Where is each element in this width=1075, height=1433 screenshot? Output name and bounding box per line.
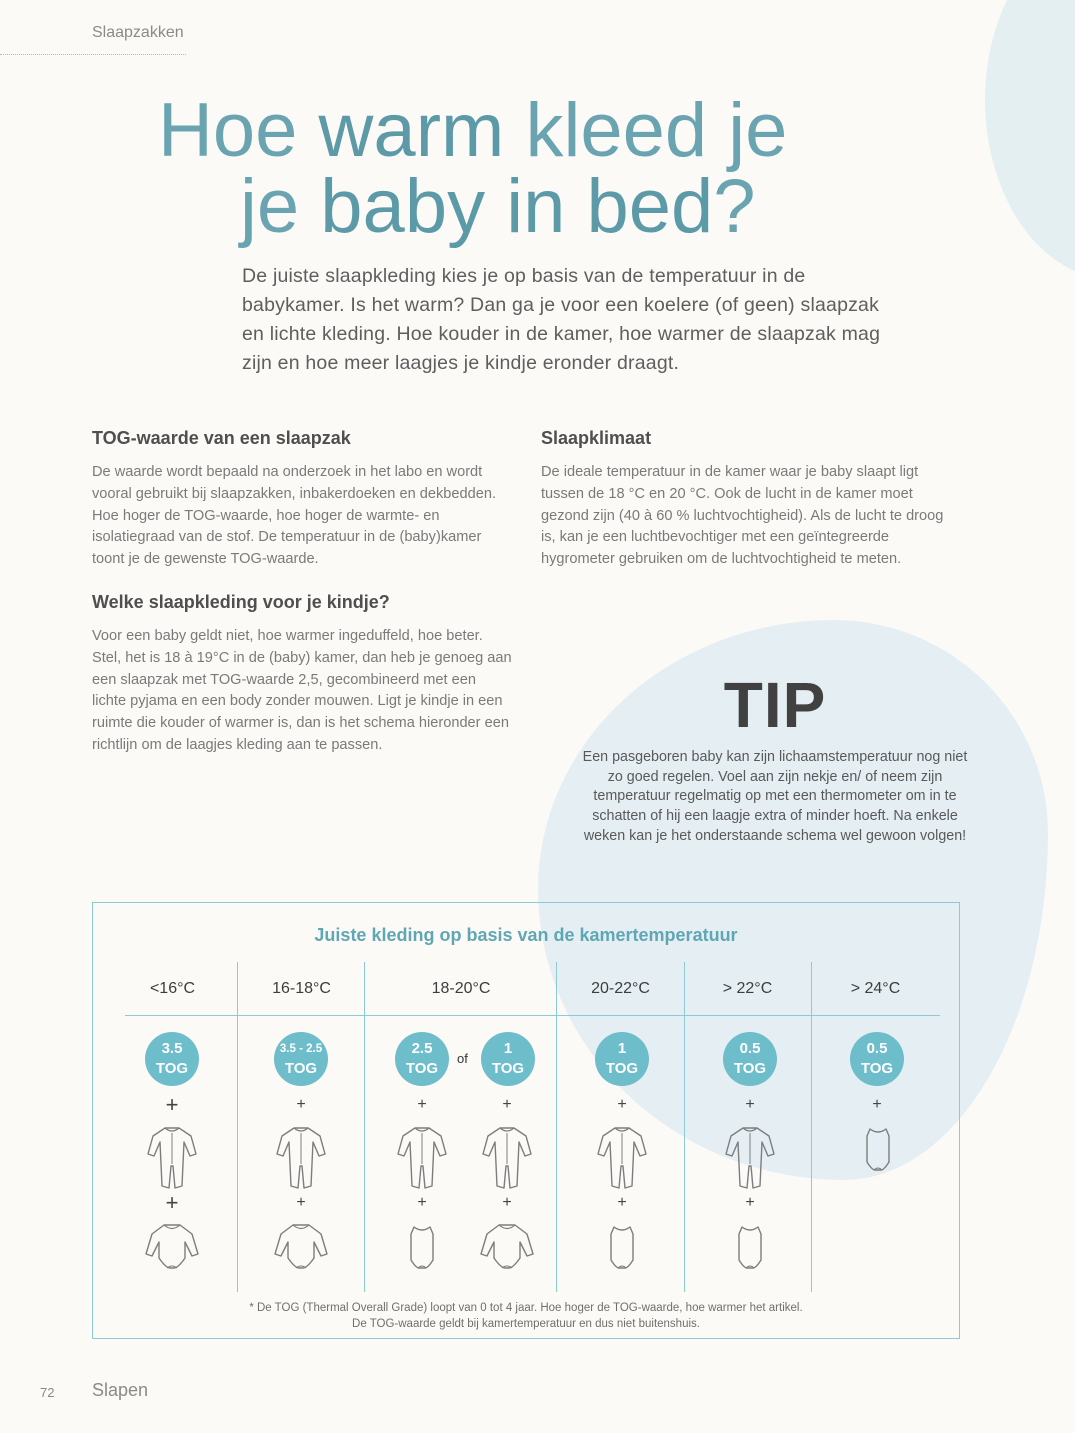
plus-sign: + [417, 1194, 427, 1211]
decorative-blob-top [985, 0, 1075, 280]
tip-title: TIP [723, 669, 827, 741]
col-header-gt24: > 24°C [850, 980, 901, 997]
pyjama-icon [396, 1124, 448, 1192]
plus-sign: + [872, 1096, 882, 1113]
tog-heading: TOG-waarde van een slaapzak [92, 428, 351, 448]
kleding-heading: Welke slaapkleding voor je kindje? [92, 592, 390, 612]
column-divider [811, 962, 812, 1292]
klimaat-heading: Slaapklimaat [541, 428, 652, 448]
col-header-16-18: 16-18°C [272, 980, 331, 997]
plus-sign: + [165, 1092, 179, 1117]
pyjama-icon [481, 1124, 533, 1192]
plus-sign: + [165, 1190, 179, 1215]
column-divider [237, 962, 238, 1292]
column-divider [684, 962, 685, 1292]
chart-title: Juiste kleding op basis van de kamertemperatuur [314, 925, 738, 945]
tog-badge: 0.5 TOG [850, 1032, 904, 1086]
or-label: of [457, 1051, 468, 1066]
tog-badge: 1 TOG [595, 1032, 649, 1086]
col-header-20-22: 20-22°C [591, 980, 650, 997]
pyjama-icon [146, 1124, 198, 1192]
header-divider [0, 54, 186, 55]
col-header-18-20: 18-20°C [431, 980, 491, 997]
klimaat-paragraph: De ideale temperatuur in de kamer waar je baby slaapt ligt tussen de 18 °C en 20 °C. Ook de lucht in de kamer moet gezond zijn (40 à 60 % luchtvochtigheid). Als de lucht te droog is, kan je een luchtbevochtiger met een geïntegreerde hygrometer gebruiken om de luchtvochtigheid te meten. [541, 464, 944, 568]
pyjama-icon [596, 1124, 648, 1192]
kleding-paragraph: Voor een baby geldt niet, hoe warmer ingeduffeld, hoe beter. Stel, het is 18 à 19°C in de (baby) kamer, dan heb je genoeg aan een slaapzak met TOG-waarde 2,5, gecombineerd met een lichte pyjama en een body zonder mouwen. Ligt je kindje in een ruimte die kouder of warmer is, dan is het schema hieronder een richtlijn om de laagjes kleding aan te passen. [92, 628, 512, 753]
plus-sign: + [745, 1096, 755, 1113]
page-title-line-2: je baby in bed? [240, 164, 756, 249]
long-sleeve-body-icon [479, 1222, 535, 1272]
footer-section-label: Slapen [92, 1380, 149, 1400]
pyjama-icon [275, 1124, 327, 1192]
section-label: Slaapzakken [92, 24, 184, 41]
tog-badge: 0.5 TOG [723, 1032, 777, 1086]
pyjama-icon [724, 1124, 776, 1192]
header-divider-line [125, 1015, 940, 1016]
plus-sign: + [296, 1096, 306, 1113]
sleeveless-body-icon [864, 1126, 892, 1174]
tog-badge: 3.5 - 2.5 TOG [274, 1032, 328, 1086]
intro-paragraph: De juiste slaapkleding kies je op basis van de temperatuur in de babykamer. Is het warm? Dan ga je voor een koelere (of geen) slaapzak en lichte kleding. Hoe kouder in de kamer, hoe warmer de slaapzak mag zijn en hoe meer laagjes je kindje eronder draagt. [242, 265, 881, 374]
sleeveless-body-icon [608, 1224, 636, 1272]
tog-badge: 2.5 TOG [395, 1032, 449, 1086]
col-header-gt22: > 22°C [722, 980, 773, 997]
page-title-line-1: Hoe warm kleed je [158, 88, 788, 173]
plus-sign: + [745, 1194, 755, 1211]
col-header-lt16: <16°C [149, 980, 196, 997]
long-sleeve-body-icon [273, 1222, 329, 1272]
tog-badge: 1 TOG [481, 1032, 535, 1086]
long-sleeve-body-icon [144, 1222, 200, 1272]
tip-text: Een pasgeboren baby kan zijn lichaamstemperatuur nog niet zo goed regelen. Voel aan zijn nekje en/ of neem zijn temperatuur regelmatig op met een thermometer om in te schatten of hij een laagje extra of minder hoeft. Na enkele weken kan je het onderstaande schema wel gewoon volgen! [582, 749, 968, 844]
sleeveless-body-icon [736, 1224, 764, 1272]
tog-paragraph: De waarde wordt bepaald na onderzoek in het labo en wordt vooral gebruikt bij slaapzakken, inbakerdoeken en dekbedden. Hoe hoger de TOG-waarde, hoe hoger de warmte- en isolatiegraad van de stof. De temperatuur in de (baby)kamer toont je de gewenste TOG-waarde. [92, 464, 497, 568]
plus-sign: + [502, 1194, 512, 1211]
plus-sign: + [617, 1096, 627, 1113]
page-number: 72 [40, 1385, 55, 1400]
plus-sign: + [617, 1194, 627, 1211]
sleeveless-body-icon [408, 1224, 436, 1272]
column-divider [364, 962, 365, 1292]
clothing-chart-box [92, 902, 960, 1339]
plus-sign: + [296, 1194, 306, 1211]
tog-badge: 3.5 TOG [145, 1032, 199, 1086]
plus-sign: + [502, 1096, 512, 1113]
chart-footnote: * De TOG (Thermal Overall Grade) loopt van 0 tot 4 jaar. Hoe hoger de TOG-waarde, hoe warmer het artikel. De TOG-waarde geldt bij kamertemperatuur en dus niet buitenshuis. [249, 1302, 803, 1330]
plus-sign: + [417, 1096, 427, 1113]
column-divider [556, 962, 557, 1292]
